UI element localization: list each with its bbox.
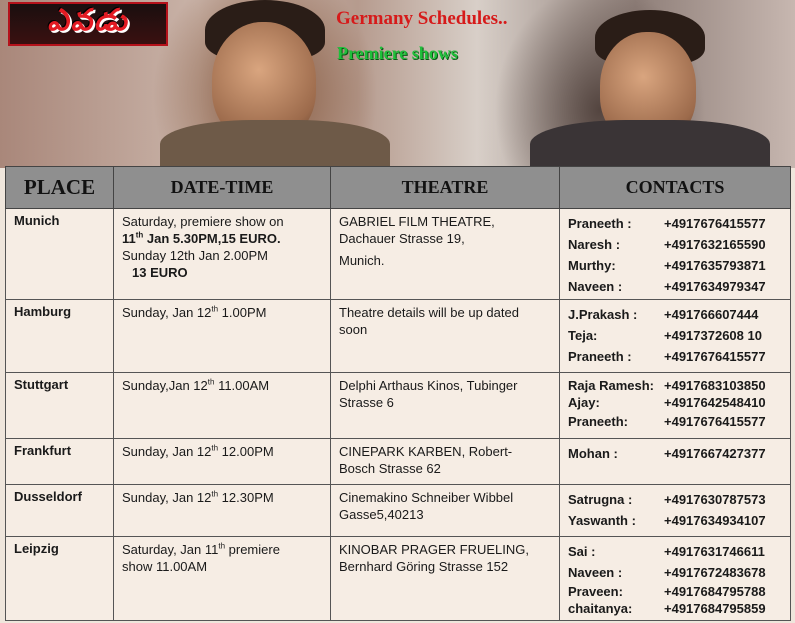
date-day: 11: [122, 231, 136, 246]
contact-entry: [568, 443, 782, 464]
datetime-cell: [114, 439, 331, 485]
date-suffix: th: [211, 489, 219, 499]
theatre-line: KINOBAR PRAGER FRUELING,: [339, 542, 529, 557]
date-rest: 12.00PM: [218, 444, 274, 459]
datetime-line: Saturday, premiere show on: [122, 214, 284, 229]
date-rest: 11.00AM: [214, 378, 270, 393]
theatre-line: Bernhard Göring Strasse 152: [339, 559, 509, 574]
contact-entry: [568, 234, 782, 255]
place-cell: Leipzig: [6, 537, 114, 621]
table-row: [6, 373, 791, 439]
datetime-cell: [114, 300, 331, 373]
date-suffix: th: [211, 304, 219, 314]
contact-phone[interactable]: +4917635793871: [664, 258, 766, 273]
datetime-line: [122, 541, 322, 558]
date-suffix: th: [218, 541, 226, 551]
theatre-line: CINEPARK KARBEN, Robert-: [339, 444, 513, 459]
theatre-line: GABRIEL FILM THEATRE,: [339, 214, 495, 229]
contact-phone[interactable]: +4917683103850: [664, 378, 766, 393]
contact-name: Praveen:: [568, 584, 623, 599]
theatre-line: Cinemakino Schneiber Wibbel: [339, 490, 514, 505]
date-rest: 12.30PM: [218, 490, 274, 505]
datetime-line: [122, 443, 322, 460]
theatre-line: Theatre details will be up dated: [339, 305, 519, 320]
contact-phone[interactable]: +4917630787573: [664, 492, 766, 507]
theatre-cell: [331, 537, 560, 621]
contact-entry: [568, 276, 782, 297]
date-day: Sunday, Jan 12: [122, 305, 212, 320]
contact-name: Mohan :: [568, 446, 618, 461]
contact-entry: [568, 600, 782, 617]
datetime-cell: [114, 209, 331, 300]
contact-entry: [568, 489, 782, 510]
theatre-line: soon: [339, 322, 368, 337]
theatre-cell: [331, 485, 560, 537]
theatre-line: Delphi Arthaus Kinos, Tubinger: [339, 378, 518, 393]
table-row: [6, 537, 791, 621]
contact-name: Praneeth:: [568, 414, 628, 429]
contact-name: Naveen :: [568, 279, 623, 294]
contact-entry: [568, 394, 782, 411]
table-row: [6, 209, 791, 300]
contacts-cell: [560, 373, 791, 439]
date-day: Sunday, Jan 12: [122, 490, 212, 505]
theatre-cell: [331, 300, 560, 373]
date-day: Sunday, Jan 12: [122, 444, 212, 459]
place-cell: Frankfurt: [6, 439, 114, 485]
contact-name: Murthy:: [568, 258, 616, 273]
datetime-cell: [114, 373, 331, 439]
contact-phone[interactable]: +4917372608 10: [664, 328, 762, 343]
contact-phone[interactable]: +4917631746611: [664, 544, 765, 559]
theatre-cell: [331, 373, 560, 439]
header-row: [6, 167, 791, 209]
place-cell: Dusseldorf: [6, 485, 114, 537]
contact-name: chaitanya:: [568, 601, 633, 616]
theatre-line: Strasse 6: [339, 395, 394, 410]
contact-name: Praneeth :: [568, 216, 632, 231]
contact-entry: [568, 562, 782, 583]
place-cell: Stuttgart: [6, 373, 114, 439]
contact-entry: [568, 304, 782, 325]
logo-text: ఎవడు: [47, 3, 129, 38]
header-place: PLACE: [6, 167, 114, 209]
contact-name: Yaswanth :: [568, 513, 636, 528]
contact-phone[interactable]: +4917676415577: [664, 414, 766, 429]
header-theatre: THEATRE: [331, 167, 560, 209]
datetime-line: Sunday 12th Jan 2.00PM: [122, 248, 268, 263]
datetime-line: [122, 230, 322, 247]
contact-name: Satrugna :: [568, 492, 633, 507]
banner-subtitle: Premiere shows: [337, 43, 458, 63]
contacts-cell: [560, 439, 791, 485]
datetime-line: [122, 489, 322, 506]
datetime-line: show 11.00AM: [122, 559, 208, 574]
place-cell: Hamburg: [6, 300, 114, 373]
theatre-cell: [331, 209, 560, 300]
contact-phone[interactable]: +4917634934107: [664, 513, 766, 528]
contact-entry: [568, 377, 782, 394]
place-cell: Munich: [6, 209, 114, 300]
hero-right-jacket: [530, 120, 770, 168]
datetime-line: [122, 304, 322, 321]
contact-entry: [568, 541, 782, 562]
contact-entry: [568, 255, 782, 276]
contact-name: Teja:: [568, 328, 598, 343]
date-suffix: th: [211, 443, 219, 453]
contact-phone[interactable]: +4917684795859: [664, 601, 766, 616]
table-row: [6, 300, 791, 373]
contact-name: Ajay:: [568, 395, 600, 410]
contact-phone[interactable]: +4917642548410: [664, 395, 766, 410]
theatre-line: Gasse5,40213: [339, 507, 424, 522]
theatre-line: Munich.: [339, 253, 385, 268]
date-rest: 1.00PM: [218, 305, 267, 320]
contacts-cell: [560, 485, 791, 537]
contact-phone[interactable]: +4917676415577: [664, 216, 766, 231]
contact-entry: [568, 325, 782, 346]
theatre-line: Dachauer Strasse 19,: [339, 231, 465, 246]
hero-left-jacket: [160, 120, 390, 168]
table-row: [6, 439, 791, 485]
contact-phone[interactable]: +4917684795788: [664, 584, 766, 599]
datetime-line: 13 EURO: [132, 265, 188, 280]
datetime-cell: [114, 485, 331, 537]
header-datetime: DATE-TIME: [114, 167, 331, 209]
contact-entry: [568, 213, 782, 234]
contacts-cell: [560, 537, 791, 621]
contact-entry: [568, 411, 782, 432]
contact-name: J.Prakash :: [568, 307, 638, 322]
movie-logo: [8, 2, 168, 46]
banner-title: Germany Schedules..: [336, 8, 508, 29]
contact-phone[interactable]: +4917667427377: [664, 446, 766, 461]
date-day: Saturday, Jan 11: [122, 542, 219, 557]
datetime-cell: [114, 537, 331, 621]
theatre-cell: [331, 439, 560, 485]
date-rest: premiere: [225, 542, 280, 557]
contact-name: Naveen :: [568, 565, 623, 580]
date-suffix: th: [207, 377, 215, 387]
schedule-table: [5, 166, 791, 621]
contact-phone[interactable]: +4917634979347: [664, 279, 766, 294]
contacts-cell: [560, 300, 791, 373]
contacts-cell: [560, 209, 791, 300]
contact-phone[interactable]: +4917632165590: [664, 237, 766, 252]
table-row: [6, 485, 791, 537]
date-rest: Jan 5.30PM,15 EURO.: [143, 231, 281, 246]
contact-name: Sai :: [568, 544, 596, 559]
date-suffix: th: [135, 230, 144, 240]
movie-banner: [0, 0, 795, 168]
contact-entry: [568, 583, 782, 600]
contact-name: Praneeth :: [568, 349, 632, 364]
theatre-line: Bosch Strasse 62: [339, 461, 441, 476]
contact-entry: [568, 346, 782, 367]
contact-name: Raja Ramesh:: [568, 378, 654, 393]
contact-phone[interactable]: +4917676415577: [664, 349, 766, 364]
datetime-line: [122, 377, 322, 394]
contact-phone[interactable]: +4917672483678: [664, 565, 766, 580]
contact-phone[interactable]: +491766607444: [664, 307, 759, 322]
date-day: Sunday,Jan 12: [122, 378, 208, 393]
contact-entry: [568, 510, 782, 531]
header-contacts: CONTACTS: [560, 167, 791, 209]
contact-name: Naresh :: [568, 237, 621, 252]
